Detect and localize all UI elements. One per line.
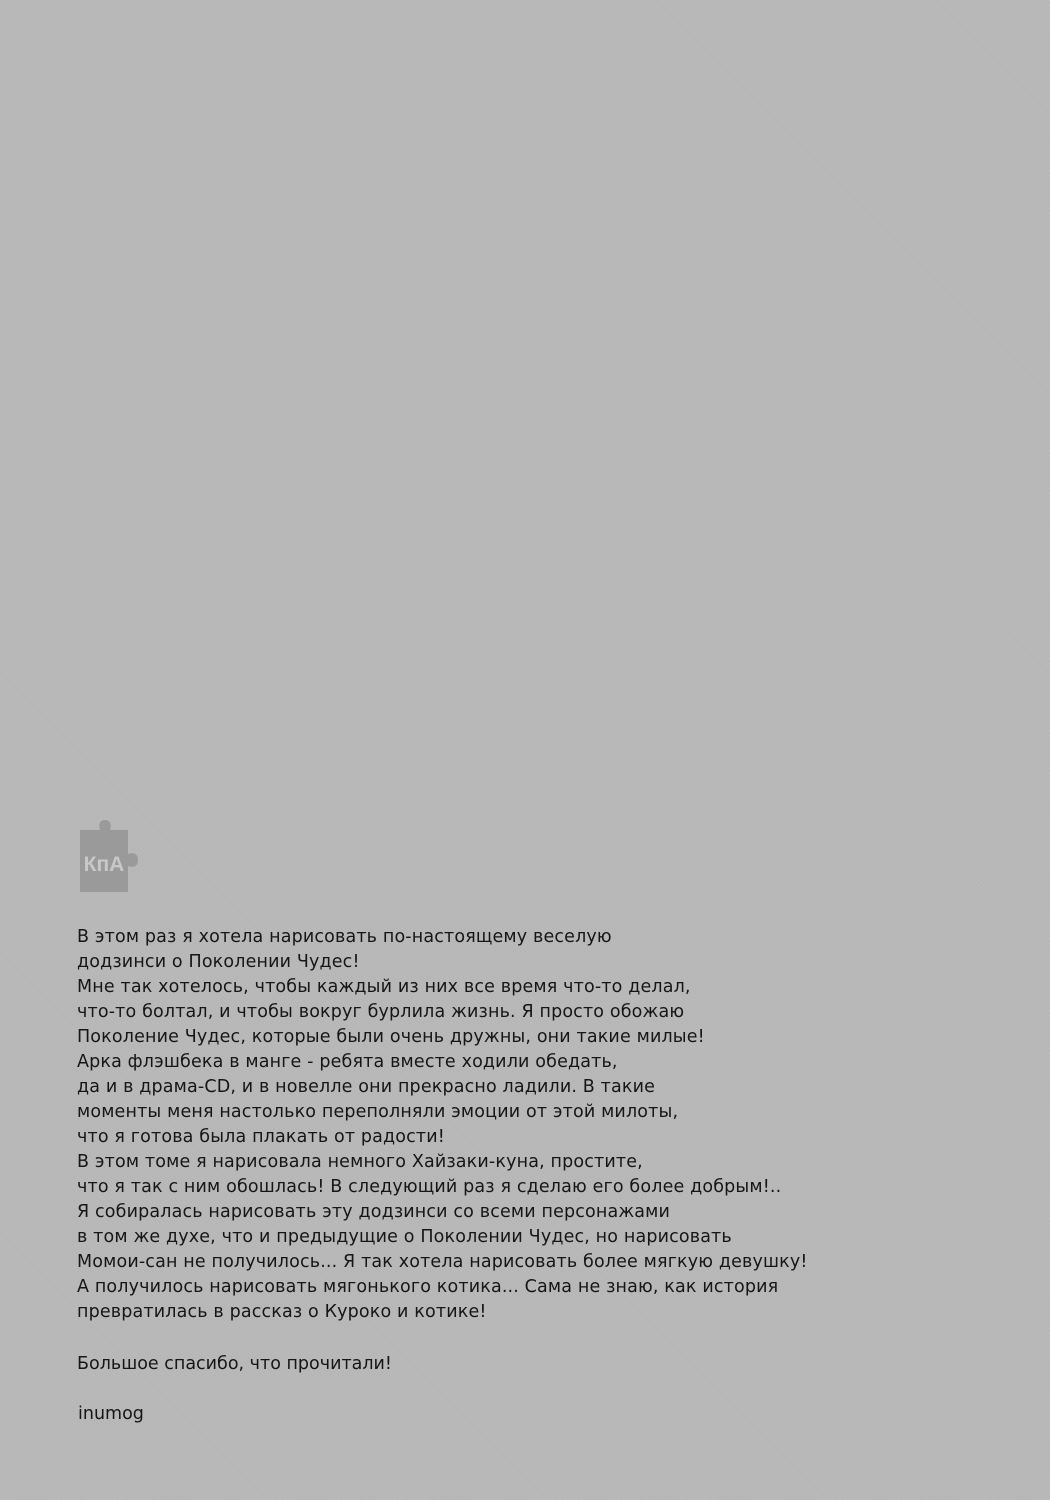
afterword-line: да и в драма-CD, и в новелле они прекрасно ладили. В такие bbox=[77, 1077, 656, 1097]
afterword-paragraph bbox=[77, 925, 837, 1325]
afterword-line: что я готова была плакать от радости! bbox=[77, 1127, 445, 1147]
afterword-line: Арка флэшбека в манге - ребята вместе ходили обедать, bbox=[77, 1052, 618, 1072]
afterword-line: Момои-сан не получилось... Я так хотела нарисовать более мягкую девушку! bbox=[77, 1252, 808, 1272]
puzzle-piece-icon bbox=[76, 816, 160, 900]
afterword-line: Я собиралась нарисовать эту додзинси со всеми персонажами bbox=[77, 1202, 670, 1222]
afterword-line: что-то болтал, и чтобы вокруг бурлила жизнь. Я просто обожаю bbox=[77, 1002, 685, 1022]
afterword-line: В этом томе я нарисовала немного Хайзаки-куна, простите, bbox=[77, 1152, 643, 1172]
author-signature: inumog bbox=[78, 1404, 144, 1424]
afterword-text bbox=[77, 925, 837, 1325]
afterword-line: в том же духе, что и предыдущие о Поколении Чудес, но нарисовать bbox=[77, 1227, 732, 1247]
afterword-line: Мне так хотелось, чтобы каждый из них все время что-то делал, bbox=[77, 977, 691, 997]
afterword-line: А получилось нарисовать мягонького котика... Сама не знаю, как история bbox=[77, 1277, 779, 1297]
afterword-line: додзинси о Поколении Чудес! bbox=[77, 952, 360, 972]
puzzle-logo-icon bbox=[76, 816, 160, 900]
afterword-line: Поколение Чудес, которые были очень дружны, они такие милые! bbox=[77, 1027, 705, 1047]
afterword-line: моменты меня настолько переполняли эмоции от этой милоты, bbox=[77, 1102, 679, 1122]
afterword-line: что я так с ним обошлась! В следующий раз я сделаю его более добрым!.. bbox=[77, 1177, 782, 1197]
afterword-line: превратилась в рассказ о Куроко и котике! bbox=[77, 1302, 487, 1322]
thanks-line: Большое спасибо, что прочитали! bbox=[77, 1354, 392, 1374]
afterword-line: В этом раз я хотела нарисовать по-настоящему веселую bbox=[77, 927, 612, 947]
logo-text: КпА bbox=[83, 853, 125, 876]
